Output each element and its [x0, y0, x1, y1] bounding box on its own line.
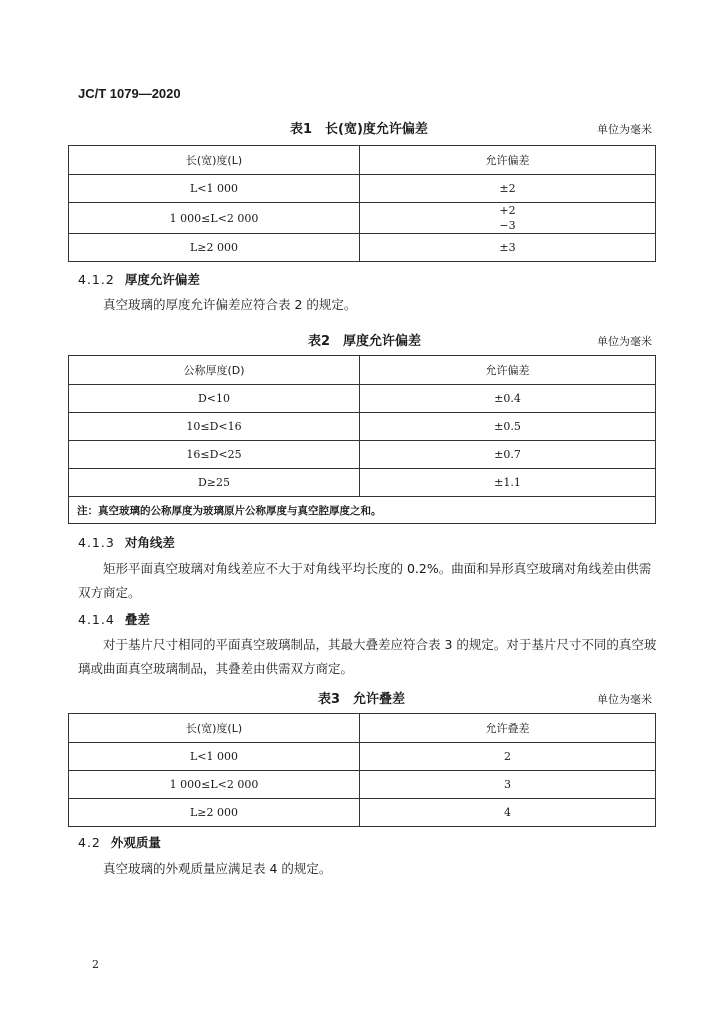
table-header-row — [69, 714, 656, 743]
table2-unit: 单位为毫米 — [597, 335, 652, 348]
tolerance-cell: 3 — [360, 771, 656, 799]
section-4-1-2-heading — [78, 270, 200, 288]
section-title: 叠差 — [124, 612, 150, 627]
table-row — [69, 771, 656, 799]
table-header-row — [69, 356, 656, 385]
tolerance-cell: ±2 — [360, 175, 656, 203]
table-row — [69, 799, 656, 827]
table2 — [68, 355, 656, 524]
range-cell: 1 000≤L<2 000 — [69, 203, 360, 234]
table-row — [69, 203, 656, 234]
table3-caption: 表3 允许叠差 — [318, 692, 406, 707]
section-number: 4.1.4 — [78, 612, 115, 627]
table1 — [68, 145, 656, 262]
section-4-1-4-text: 对于基片尺寸相同的平面真空玻璃制品，其最大叠差应符合表 3 的规定。对于基片尺寸不同的真空玻璃或曲面真空玻璃制品，其叠差由供需双方商定。 — [78, 637, 657, 676]
tolerance-cell — [360, 203, 656, 234]
table1-caption: 表1 长(宽)度允许偏差 — [290, 122, 428, 137]
table-note-row — [69, 497, 656, 524]
section-4-1-3-heading — [78, 533, 175, 551]
range-cell: 10≤D<16 — [69, 413, 360, 441]
table-row — [69, 413, 656, 441]
page-number: 2 — [92, 958, 99, 971]
table3-unit: 单位为毫米 — [597, 693, 652, 706]
table-row — [69, 469, 656, 497]
section-number: 4.2 — [78, 835, 101, 850]
tolerance-cell: ±3 — [360, 234, 656, 262]
range-cell: 16≤D<25 — [69, 441, 360, 469]
table-row — [69, 743, 656, 771]
section-4-1-3-text: 矩形平面真空玻璃对角线差应不大于对角线平均长度的 0.2%。曲面和异形真空玻璃对角线差由供需双方商定。 — [78, 561, 652, 600]
range-cell: L≥2 000 — [69, 799, 360, 827]
tolerance-cell: ±1.1 — [360, 469, 656, 497]
tolerance-cell: ±0.7 — [360, 441, 656, 469]
section-number: 4.1.2 — [78, 272, 115, 287]
table-row — [69, 385, 656, 413]
tolerance-upper: +2 — [499, 204, 516, 217]
document-code: JC/T 1079—2020 — [78, 86, 181, 101]
table-row — [69, 234, 656, 262]
range-cell: L<1 000 — [69, 743, 360, 771]
tolerance-cell: ±0.4 — [360, 385, 656, 413]
tolerance-cell: 2 — [360, 743, 656, 771]
table-row — [69, 441, 656, 469]
tolerance-cell: 4 — [360, 799, 656, 827]
table1-unit: 单位为毫米 — [597, 123, 652, 136]
table3-col1-header: 长(宽)度(L) — [69, 714, 360, 743]
section-title: 外观质量 — [110, 835, 161, 850]
table3-col2-header: 允许叠差 — [360, 714, 656, 743]
table-row — [69, 175, 656, 203]
table2-caption: 表2 厚度允许偏差 — [308, 334, 422, 349]
range-cell: 1 000≤L<2 000 — [69, 771, 360, 799]
section-number: 4.1.3 — [78, 535, 115, 550]
table2-note: 注：真空玻璃的公称厚度为玻璃原片公称厚度与真空腔厚度之和。 — [69, 497, 656, 524]
section-title: 厚度允许偏差 — [124, 272, 200, 287]
range-cell: D<10 — [69, 385, 360, 413]
section-4-1-2-text: 真空玻璃的厚度允许偏差应符合表 2 的规定。 — [103, 297, 357, 312]
table2-col2-header: 允许偏差 — [360, 356, 656, 385]
table2-col1-header: 公称厚度(D) — [69, 356, 360, 385]
range-cell: L≥2 000 — [69, 234, 360, 262]
table3 — [68, 713, 656, 827]
range-cell: L<1 000 — [69, 175, 360, 203]
range-cell: D≥25 — [69, 469, 360, 497]
section-4-1-4-heading — [78, 610, 150, 628]
table1-col1-header: 长(宽)度(L) — [69, 146, 360, 175]
section-4-2-text: 真空玻璃的外观质量应满足表 4 的规定。 — [103, 861, 332, 876]
tolerance-cell: ±0.5 — [360, 413, 656, 441]
section-title: 对角线差 — [124, 535, 175, 550]
section-4-2-heading — [78, 833, 161, 851]
table-header-row — [69, 146, 656, 175]
tolerance-lower: −3 — [499, 219, 516, 232]
table1-col2-header: 允许偏差 — [360, 146, 656, 175]
